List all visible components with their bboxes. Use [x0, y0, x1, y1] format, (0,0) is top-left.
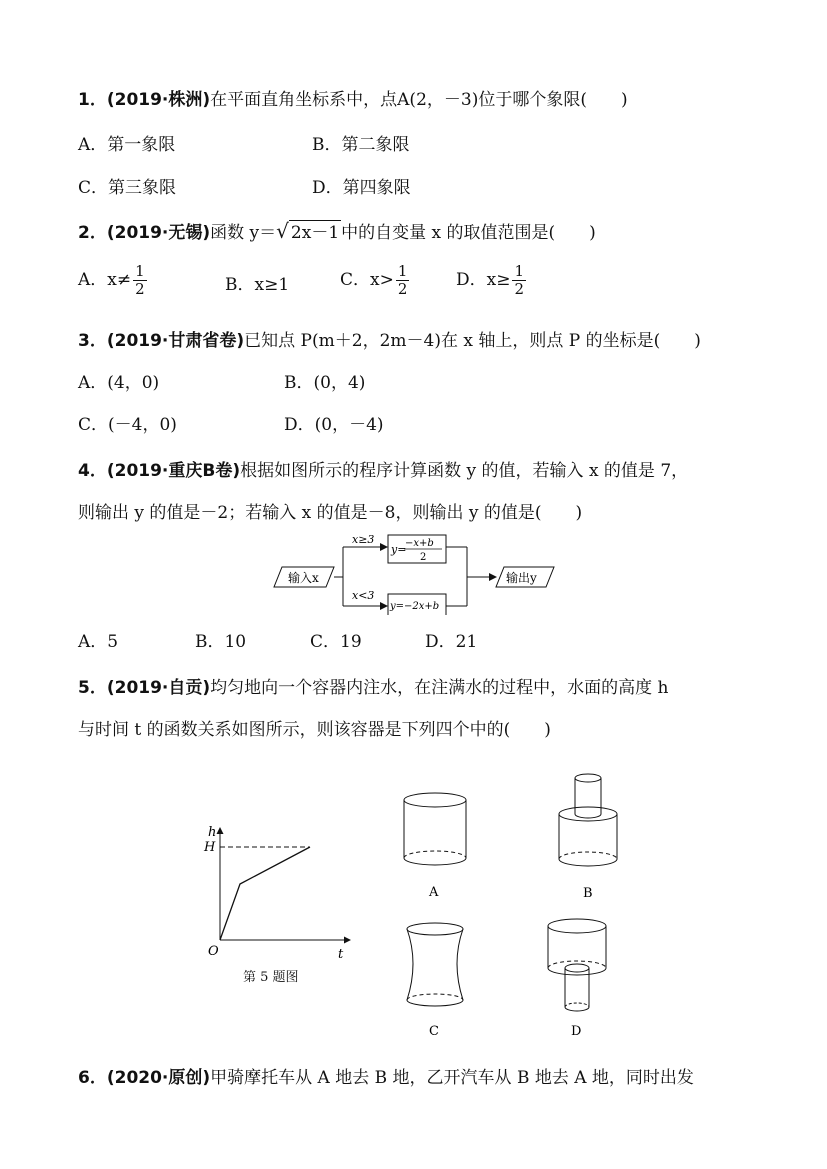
question-1 [78, 88, 628, 112]
top-rim [575, 774, 601, 782]
question-5 [78, 676, 669, 700]
question-number: 5． [78, 678, 107, 698]
question-4-line-2: 则输出 y 的值是－2；若输入 x 的值是－8，则输出 y 的值是( ) [78, 503, 583, 523]
container-label: B [583, 886, 593, 900]
top-rim [404, 793, 466, 807]
container-label: D [571, 1024, 582, 1039]
q2-option-d [456, 263, 526, 298]
question-number: 6． [78, 1068, 107, 1088]
input-label: 输入x [288, 571, 319, 585]
container-b [548, 770, 628, 900]
denominator: 2 [514, 280, 525, 298]
question-text: 均匀地向一个容器内注水，在注满水的过程中，水面的高度 h [210, 678, 669, 698]
question-text: 已知点 P(m＋2，2m－4)在 x 轴上，则点 P 的坐标是( ) [244, 331, 701, 351]
q1-option-d: D．第四象限 [312, 178, 411, 198]
container-d [543, 913, 623, 1039]
side-curve [457, 929, 463, 1000]
formula-top-denominator: 2 [420, 552, 427, 563]
q4-option-a: A．5 [78, 632, 119, 652]
fraction [512, 263, 526, 298]
sqrt-sign: √ [276, 219, 289, 243]
bottom-back [559, 852, 617, 859]
q3-option-d: D．(0，－4) [284, 415, 384, 435]
question-text: 甲骑摩托车从 A 地去 B 地，乙开汽车从 B 地去 A 地，同时出发 [210, 1068, 694, 1088]
bottom-front [404, 858, 466, 865]
question-text: 根据如图所示的程序计算函数 y 的值，若输入 x 的值是 7， [240, 461, 689, 481]
figure-caption: 第 5 题图 [243, 970, 299, 985]
q3-option-c: C．(－4，0) [78, 415, 177, 435]
formula-top-numerator: −x+b [405, 538, 434, 549]
fraction [133, 263, 147, 298]
condition-bottom: x<3 [352, 589, 375, 602]
question-source: (2020·原创) [106, 1068, 211, 1088]
numerator: 1 [135, 262, 145, 280]
x-axis-label: t [338, 947, 344, 962]
neck-rim [565, 964, 589, 972]
bottom-back [404, 851, 466, 858]
neck-base [575, 814, 601, 818]
q2-option-b [225, 273, 289, 297]
q1-option-c: C．第三象限 [78, 178, 177, 198]
question-3 [78, 329, 701, 353]
question-source: (2019·重庆B卷) [106, 461, 241, 481]
bottom-back [565, 1003, 589, 1007]
top-rim [548, 919, 606, 933]
q4-option-b: B．10 [195, 632, 247, 652]
bottom-front [559, 859, 617, 866]
bottom-back [407, 994, 463, 1000]
question-source: (2019·甘肃省卷) [106, 331, 245, 351]
question-number: 3． [78, 331, 107, 351]
question-number: 2． [78, 223, 107, 243]
shoulder-rim [559, 807, 617, 821]
question-5-line-2: 与时间 t 的函数关系如图所示，则该容器是下列四个中的( ) [78, 720, 551, 740]
option-prefix: D．x≥ [456, 270, 511, 290]
question-source: (2019·株洲) [106, 90, 211, 110]
q1-option-a: A．第一象限 [78, 135, 176, 155]
q1-option-b: B．第二象限 [312, 135, 410, 155]
question-number: 4． [78, 461, 107, 481]
question-source: (2019·自贡) [106, 678, 211, 698]
numerator: 1 [514, 262, 525, 280]
option-prefix: A．x≠ [78, 270, 132, 290]
condition-top: x≥3 [352, 533, 375, 546]
q3-option-a: A．(4，0) [78, 373, 160, 393]
question-text: 函数 y＝ [210, 223, 277, 243]
option-prefix: B．x≥1 [225, 275, 290, 295]
option-prefix: C．x> [340, 270, 394, 290]
q2-option-a [78, 263, 147, 298]
bottom-front [565, 1007, 589, 1011]
origin-label: O [208, 944, 219, 959]
formula-top-prefix: y= [391, 543, 407, 556]
question-number: 1． [78, 90, 107, 110]
fraction [396, 263, 410, 298]
denominator: 2 [397, 280, 408, 298]
output-label: 输出y [506, 571, 537, 585]
container-label: C [429, 1024, 439, 1039]
container-a [395, 788, 475, 900]
program-flowchart [270, 533, 560, 615]
q4-option-c: C．19 [310, 632, 362, 652]
numerator: 1 [397, 262, 408, 280]
question-6 [78, 1066, 694, 1090]
denominator: 2 [135, 280, 145, 298]
question-text: 中的自变量 x 的取值范围是( ) [341, 223, 596, 243]
bottom-front [407, 1000, 463, 1006]
question-text: 在平面直角坐标系中，点A(2，－3)位于哪个象限( ) [210, 90, 628, 110]
water-height-graph [200, 822, 360, 962]
side-curve [407, 929, 413, 1000]
question-2 [78, 219, 596, 245]
question-4 [78, 459, 688, 483]
question-source: (2019·无锡) [106, 223, 211, 243]
radicand: 2x－1 [289, 220, 341, 245]
q3-option-b: B．(0，4) [284, 373, 366, 393]
q4-option-d: D．21 [425, 632, 478, 652]
y-axis-label: h [208, 825, 217, 840]
formula-bottom: y=−2x+b [390, 601, 440, 612]
top-rim [407, 923, 463, 935]
height-curve [220, 847, 310, 940]
container-c [395, 917, 475, 1039]
level-label: H [204, 840, 216, 855]
container-label: A [429, 885, 439, 900]
q2-option-c [340, 263, 409, 298]
